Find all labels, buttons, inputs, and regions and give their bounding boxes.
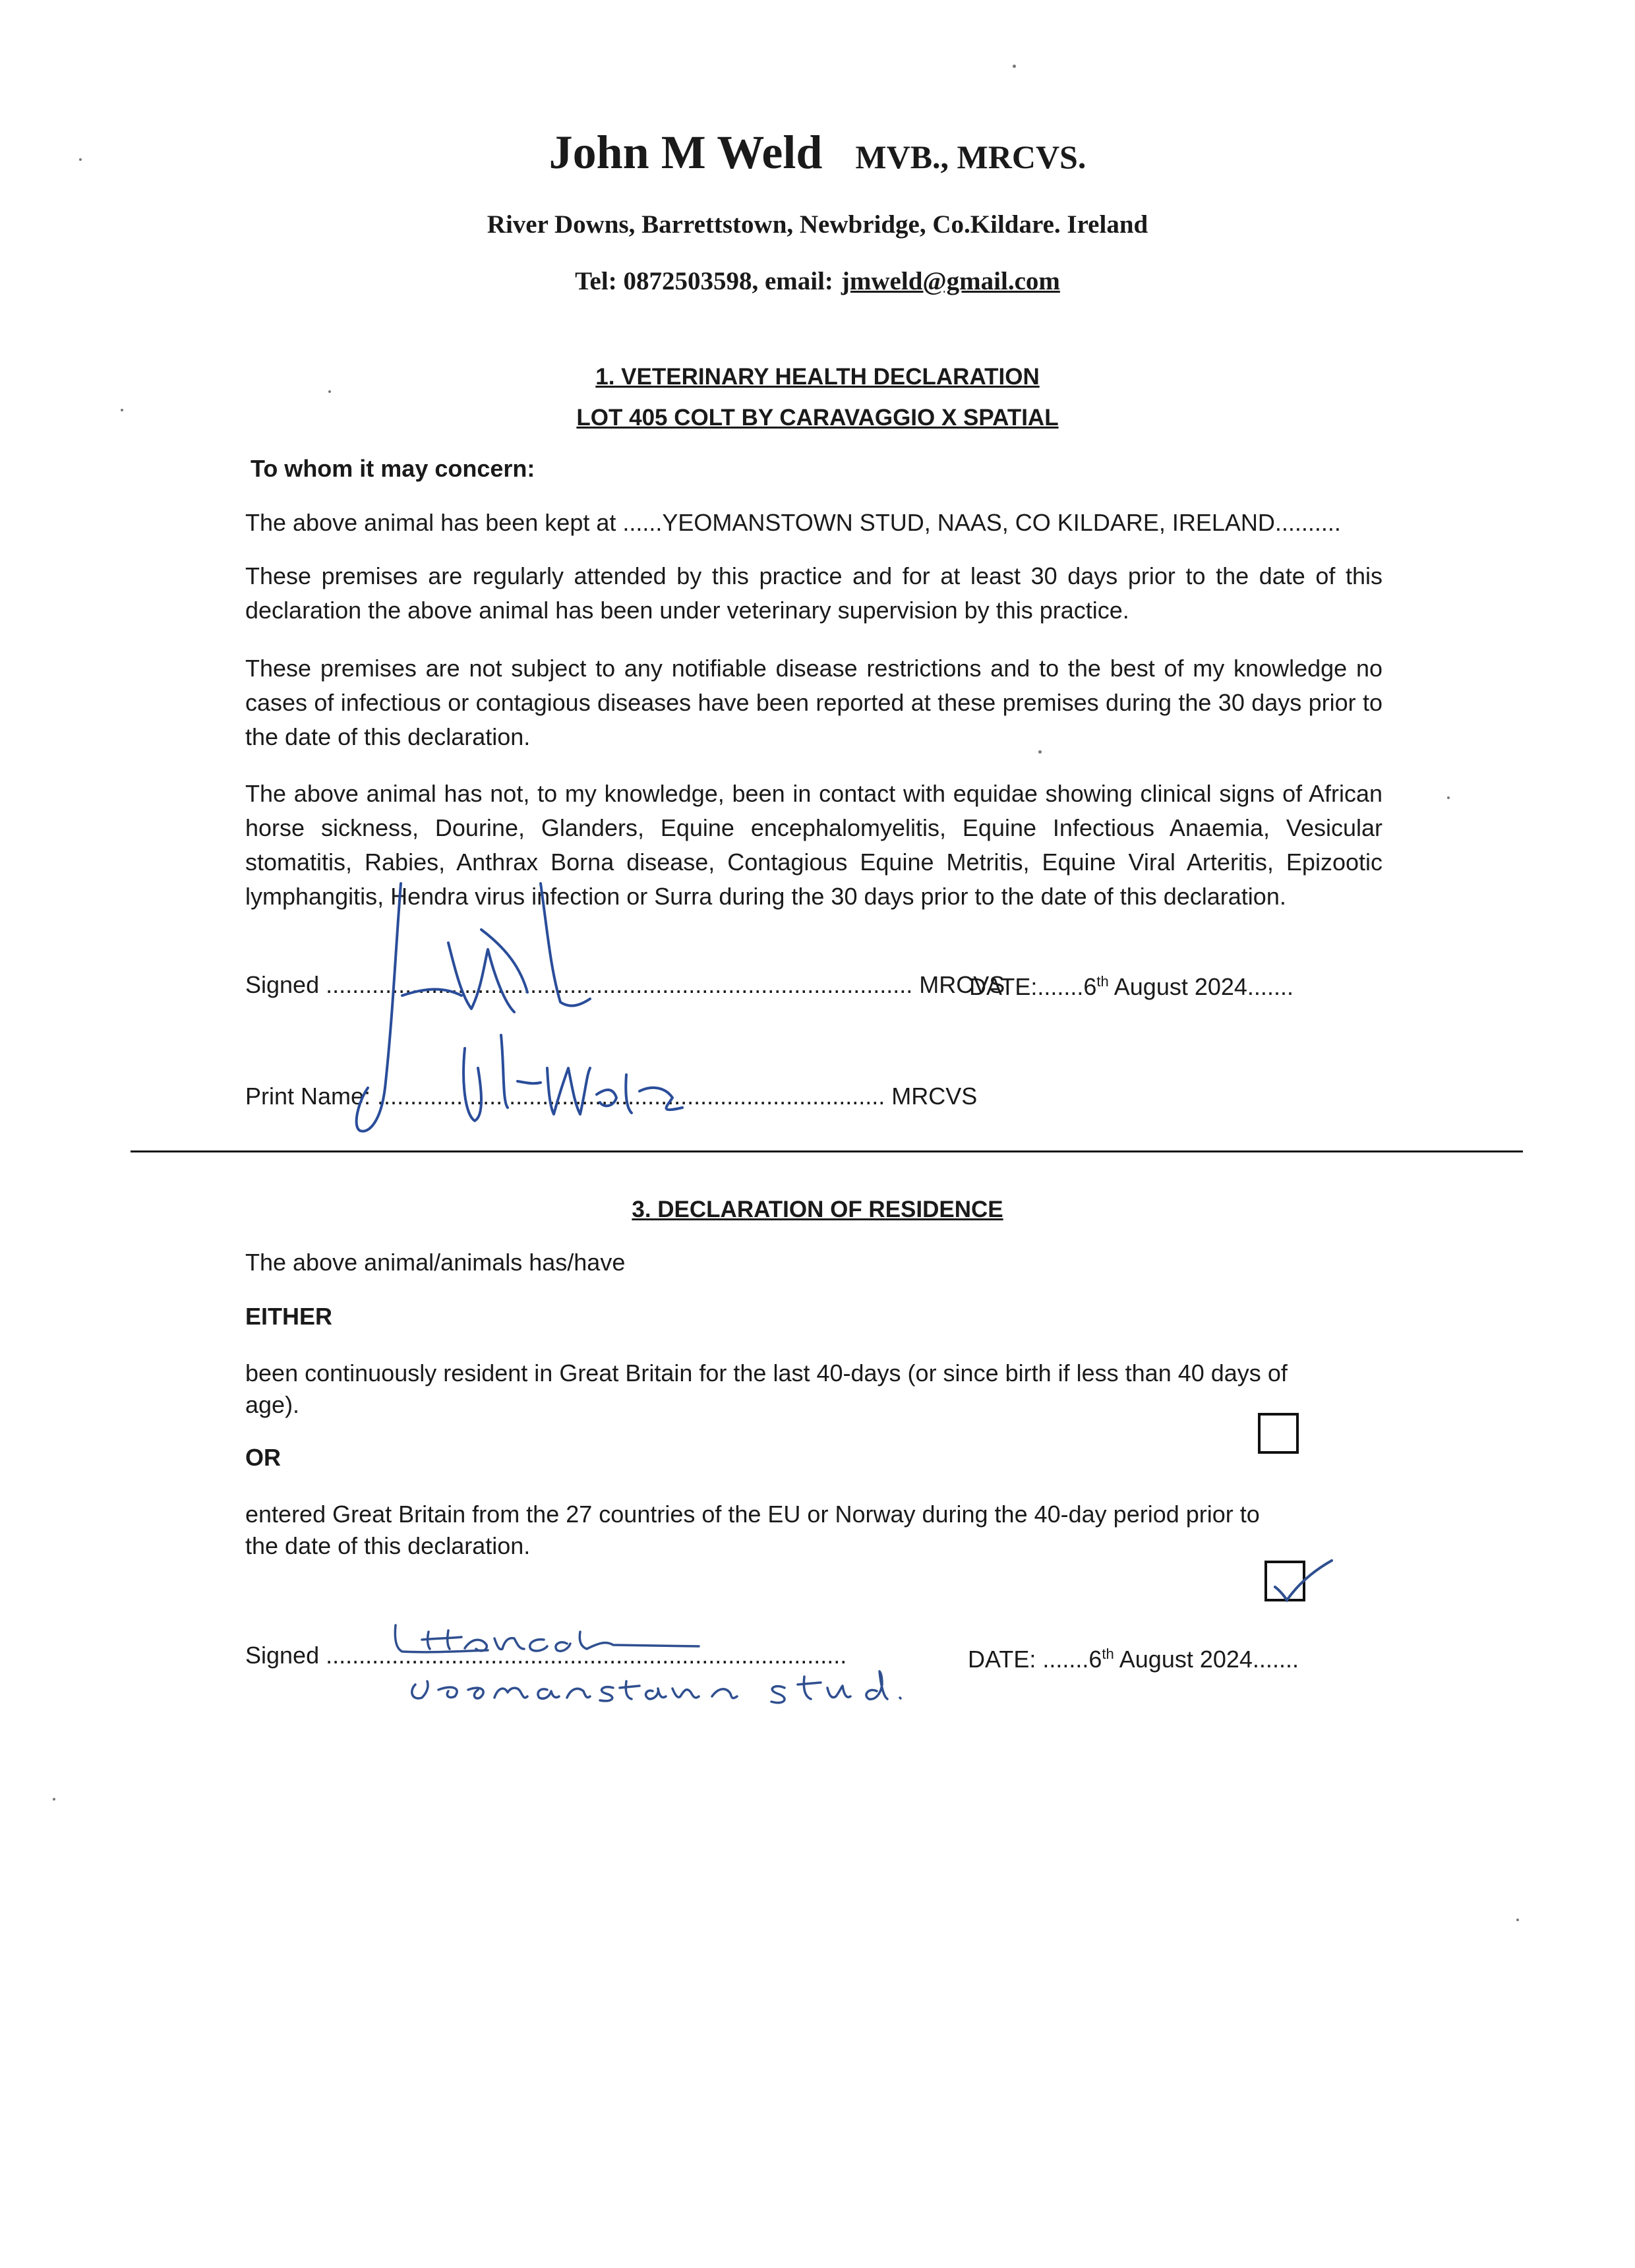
section1-lot: LOT 405 COLT BY CARAVAGGIO X SPATIAL	[576, 405, 1059, 431]
owner-date-prefix: DATE: .......6	[968, 1646, 1102, 1673]
owner-signed-line: Signed ...............................................................................	[245, 1642, 847, 1669]
vet-signature	[349, 870, 719, 1160]
letterhead-contact	[0, 266, 1635, 296]
option1-line1: been continuously resident in Great Britain for the last 40-days (or since birth if less than 40 days of	[245, 1359, 1288, 1387]
scan-speck	[1013, 65, 1016, 68]
scan-speck	[121, 409, 123, 411]
letterhead-address: River Downs, Barrettstown, Newbridge, Co.Kildare. Ireland	[487, 210, 1148, 239]
owner-date	[968, 1646, 1299, 1673]
scan-speck	[1038, 750, 1042, 754]
owner-date-sup: th	[1102, 1646, 1114, 1662]
vet-date	[969, 973, 1293, 1001]
salutation: To whom it may concern:	[251, 455, 535, 482]
option1-line2: age).	[245, 1391, 300, 1418]
vet-name: John M Weld	[549, 126, 823, 179]
checkmark-icon	[1264, 1549, 1337, 1608]
scan-speck	[1447, 796, 1450, 799]
option1-checkbox[interactable]	[1258, 1413, 1299, 1454]
letterhead-name	[0, 125, 1635, 180]
residence-intro: The above animal/animals has/have	[245, 1249, 626, 1276]
scan-speck	[53, 1798, 55, 1801]
paragraph-restrictions: These premises are not subject to any notifiable disease restrictions and to the best of my knowledge no cases of infectious or contagious diseases have been reported at these premises during the 30 days prior to the date of this declaration.	[245, 655, 1382, 750]
vet-date-suffix: August 2024.......	[1108, 973, 1293, 1000]
kept-at-line: The above animal has been kept at ......YEOMANSTOWN STUD, NAAS, CO KILDARE, IRELAND..........	[245, 509, 1341, 536]
scan-speck	[79, 158, 82, 161]
vet-signed-line: Signed ......................................................................................... MRCVS	[245, 971, 1005, 998]
vet-date-prefix: DATE:.......6	[969, 973, 1097, 1000]
vet-date-sup: th	[1096, 973, 1109, 990]
residence-or: OR	[245, 1444, 281, 1471]
paragraph-supervision: These premises are regularly attended by this practice and for at least 30 days prior to the date of this declaration the above animal has been under veterinary supervision by this practice.	[245, 562, 1382, 624]
contact-email: jmweld@gmail.com	[841, 267, 1060, 295]
print-name-line: Print Name: ............................................................................. MRCVS	[245, 1083, 978, 1110]
section1-title: 1. VETERINARY HEALTH DECLARATION	[595, 364, 1040, 390]
scan-speck	[1516, 1919, 1519, 1921]
section-divider	[131, 1150, 1523, 1152]
section3-title: 3. DECLARATION OF RESIDENCE	[632, 1197, 1003, 1222]
option2-line2: the date of this declaration.	[245, 1532, 531, 1559]
residence-either: EITHER	[245, 1303, 333, 1330]
paragraph-disease-contact: The above animal has not, to my knowledge, been in contact with equidae showing clinical signs of African horse sickness, Dourine, Glanders, Equine encephalomyelitis, Equine Infectious Anaemia, Vesicular stomatitis, Rabies, Anthrax Borna disease, Contagious Equine Metritis, Equine Viral Arteritis, Epizootic lymphangitis, Hendra virus infection or Surra during the 30 days prior to the date of this declaration.	[245, 780, 1382, 910]
owner-signature	[389, 1619, 982, 1724]
owner-date-suffix: August 2024.......	[1114, 1646, 1299, 1673]
vet-qualifications: MVB., MRCVS.	[855, 138, 1086, 175]
option2-checkbox[interactable]	[1264, 1561, 1305, 1601]
option2-line1: entered Great Britain from the 27 countries of the EU or Norway during the 40-day period prior to	[245, 1501, 1260, 1528]
scan-speck	[328, 390, 331, 393]
contact-phone: Tel: 0872503598, email:	[575, 267, 833, 295]
